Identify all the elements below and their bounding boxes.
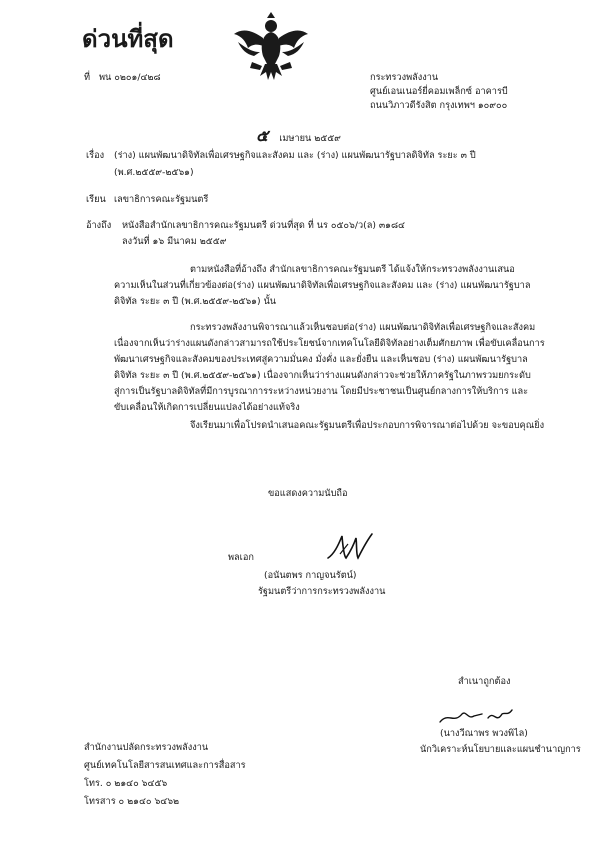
signer-title: รัฐมนตรีว่าการกระทรวงพลังงาน (258, 586, 386, 597)
reference-number-line (84, 72, 161, 84)
certifier-signature-icon (438, 702, 514, 730)
urgency-heading: ด่วนที่สุด (82, 25, 174, 53)
reference-line2: ลงวันที่ ๑๖ มีนาคม ๒๕๕๙ (122, 236, 227, 247)
copy-cert-name: (นางวีณาพร พวงพิไล) (440, 728, 528, 739)
subject-label: เรื่อง (86, 150, 105, 161)
recipient-label: เรียน (86, 194, 106, 205)
garuda-emblem-icon (232, 12, 310, 82)
footer-line4: โทรสาร ๐ ๒๑๔๐ ๖๔๖๒ (84, 796, 180, 807)
subject-line2: (พ.ศ.๒๕๕๙-๒๕๖๑) (114, 167, 194, 178)
footer-line2: ศูนย์เทคโนโลยีสารสนเทศและการสื่อสาร (84, 760, 246, 771)
recipient-value: เลขาธิการคณะรัฐมนตรี (114, 194, 209, 205)
body-p1-line1: ตามหนังสือที่อ้างถึง สำนักเลขาธิการคณะรัฐมนตรี ได้แจ้งให้กระทรวงพลังงานเสนอ (190, 264, 515, 275)
body-p2-line6: ขับเคลื่อนให้เกิดการเปลี่ยนแปลงได้อย่างแท้จริง (114, 402, 300, 413)
reference-label: อ้างถึง (86, 220, 112, 231)
footer-line1: สำนักงานปลัดกระทรวงพลังงาน (84, 742, 209, 753)
ref-label: ที่ (84, 72, 91, 83)
body-p2-line4: ดิจิทัล ระยะ ๓ ปี (พ.ศ.๒๕๕๙-๒๕๖๑) เนื่องจากเห็นว่าร่างแผนดังกล่าวจะช่วยให้ภาครัฐในภาพรวมยกระดับ (114, 370, 531, 381)
sender-address-line2: ศูนย์เอนเนอร์ยี่คอมเพล็กซ์ อาคารบี (370, 86, 508, 97)
letter-date (256, 124, 341, 149)
body-p3: จึงเรียนมาเพื่อโปรดนำเสนอคณะรัฐมนตรีเพื่อประกอบการพิจารณาต่อไปด้วย จะขอบคุณยิ่ง (190, 420, 545, 431)
copy-cert-label: สำเนาถูกต้อง (458, 676, 511, 687)
footer-line3: โทร. ๐ ๒๑๔๐ ๖๔๕๖ (84, 778, 168, 789)
signer-rank: พลเอก (228, 552, 254, 563)
body-p1-line2: ความเห็นในส่วนที่เกี่ยวข้องต่อ(ร่าง) แผนพัฒนาดิจิทัลเพื่อเศรษฐกิจและสังคม และ (ร่าง) แผนพัฒนารัฐบาล (114, 280, 531, 291)
body-p1-line3: ดิจิทัล ระยะ ๓ ปี (พ.ศ.๒๕๕๙-๒๕๖๑) นั้น (114, 296, 277, 307)
copy-cert-title: นักวิเคราะห์นโยบายและแผนชำนาญการ (420, 744, 581, 755)
handwritten-signature-icon (326, 528, 374, 564)
date-day: ๕ (256, 126, 269, 145)
body-p2-line5: สู่การเป็นรัฐบาลดิจิทัลที่มีการบูรณาการระหว่างหน่วยงาน โดยมีประชาชนเป็นศูนย์กลางการให้บริการ และ (114, 386, 529, 397)
sender-address-line3: ถนนวิภาวดีรังสิต กรุงเทพฯ ๑๐๙๐๐ (370, 100, 508, 111)
signer-name: (อนันตพร กาญจนรัตน์) (264, 570, 357, 581)
date-month-year: เมษายน ๒๕๕๙ (279, 133, 341, 144)
closing-salutation: ขอแสดงความนับถือ (268, 488, 348, 499)
reference-line1: หนังสือสำนักเลขาธิการคณะรัฐมนตรี ด่วนที่สุด ที่ นร ๐๕๐๖/ว(ล) ๓๑๘๔ (122, 220, 405, 231)
body-p2-line1: กระทรวงพลังงานพิจารณาแล้วเห็นชอบต่อ(ร่าง) แผนพัฒนาดิจิทัลเพื่อเศรษฐกิจและสังคม (190, 322, 536, 333)
body-p2-line2: เนื่องจากเห็นว่าร่างแผนดังกล่าวสามารถใช้ประโยชน์จากเทคโนโลยีดิจิทัลอย่างเต็มศักยภาพ เพื่อขับเคลื่อนการ (114, 338, 545, 349)
sender-address-line1: กระทรวงพลังงาน (370, 72, 439, 83)
ref-number: พน ๐๒๐๑/๔๒๘ (98, 72, 161, 83)
subject-line1: (ร่าง) แผนพัฒนาดิจิทัลเพื่อเศรษฐกิจและสังคม และ (ร่าง) แผนพัฒนารัฐบาลดิจิทัล ระยะ ๓ ปี (114, 150, 476, 161)
body-p2-line3: พัฒนาเศรษฐกิจและสังคมของประเทศสู่ความมั่นคง มั่งคั่ง และยั่งยืน และเห็นชอบ (ร่าง) แผนพัฒนารัฐบาล (114, 354, 528, 365)
